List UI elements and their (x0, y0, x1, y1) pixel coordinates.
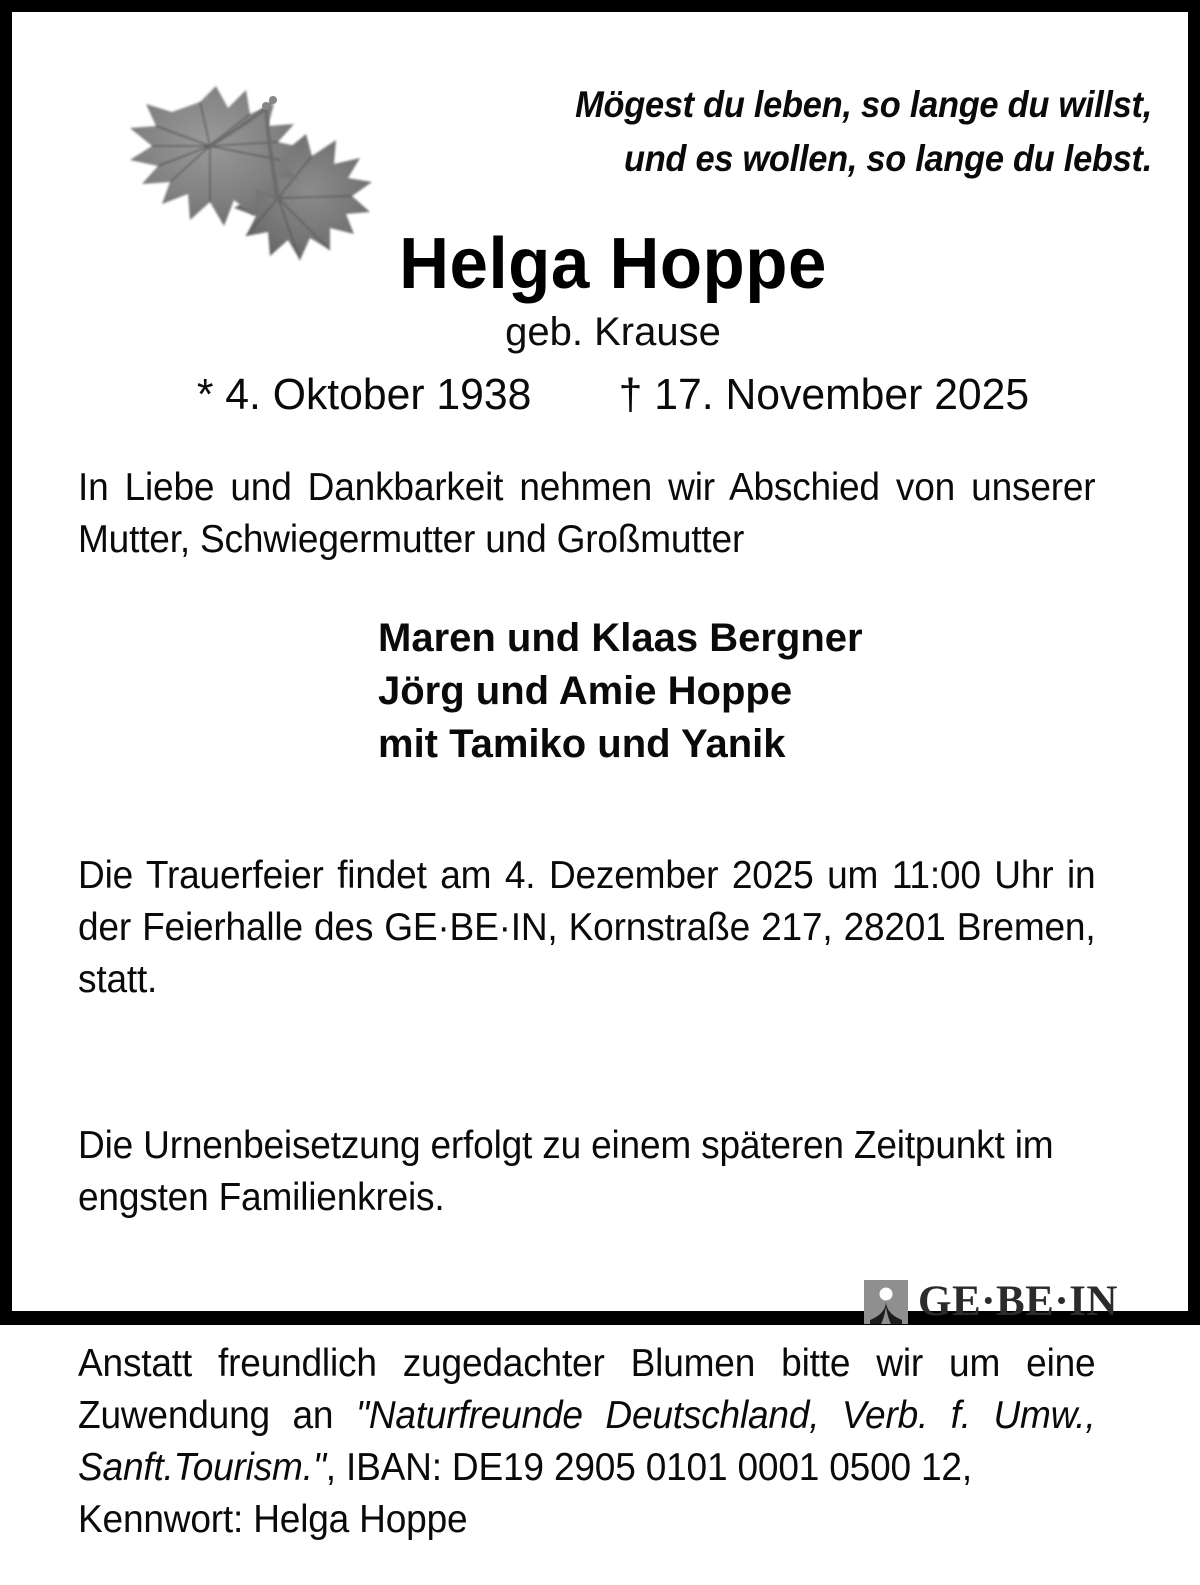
epigraph-line-2: und es wollen, so lange du lebst. (623, 138, 1152, 179)
donation-reference: Kennwort: Helga Hoppe (78, 1498, 468, 1541)
gebein-logo-text: GE·BE·IN (918, 1278, 1118, 1325)
birth-date: * 4. Oktober 1938 (196, 370, 532, 419)
border-left (0, 0, 12, 1325)
survivor-line-1: Maren und Klaas Bergner (378, 616, 863, 660)
survivors-list (78, 612, 1149, 771)
gebein-figure-icon (864, 1280, 908, 1324)
epigraph-line-1: Mögest du leben, so lange du willst, (575, 84, 1152, 125)
spacer (78, 771, 1149, 811)
life-dates (94, 368, 1132, 422)
maiden-name: geb. Krause (505, 310, 721, 354)
name-block (78, 224, 1148, 356)
spacer (78, 1045, 1149, 1081)
intro-paragraph: In Liebe und Dankbarkeit nehmen wir Abschied von unserer Mutter, Schwiegermutter und Großmutter (78, 466, 1096, 561)
ceremony-paragraph: Die Trauerfeier findet am 4. Dezember 2025 um 11:00 Uhr in der Feierhalle des GE·BE·IN, Kornstraße 217, 28201 Bremen, statt. (78, 854, 1096, 1001)
donation-organization: "Naturfreunde Deutschland, Verb. f. Umw., Sanft.Tourism." (78, 1394, 1096, 1489)
epigraph (492, 78, 1152, 186)
survivor-line-2: Jörg und Amie Hoppe (378, 669, 793, 713)
gebein-logo (864, 1280, 1118, 1324)
donation-lead: Anstatt freundlich zugedachter Blumen bitte wir um eine Zuwendung an (78, 1342, 1096, 1437)
donation-iban: , IBAN: DE19 2905 0101 0001 0500 12, (325, 1446, 972, 1489)
border-right (1188, 0, 1200, 1325)
notice-text (78, 462, 1149, 1585)
spacer (78, 566, 1149, 612)
notice-body (12, 12, 1188, 1541)
border-top (0, 0, 1200, 12)
donation-paragraph (78, 1338, 1095, 1546)
deceased-name: Helga Hoppe (399, 224, 827, 304)
death-date: † 17. November 2025 (618, 370, 1030, 419)
interment-paragraph: Die Urnenbeisetzung erfolgt zu einem späteren Zeitpunkt im engsten Familienkreis. (78, 1124, 1054, 1219)
survivor-line-3: mit Tamiko und Yanik (378, 722, 786, 766)
